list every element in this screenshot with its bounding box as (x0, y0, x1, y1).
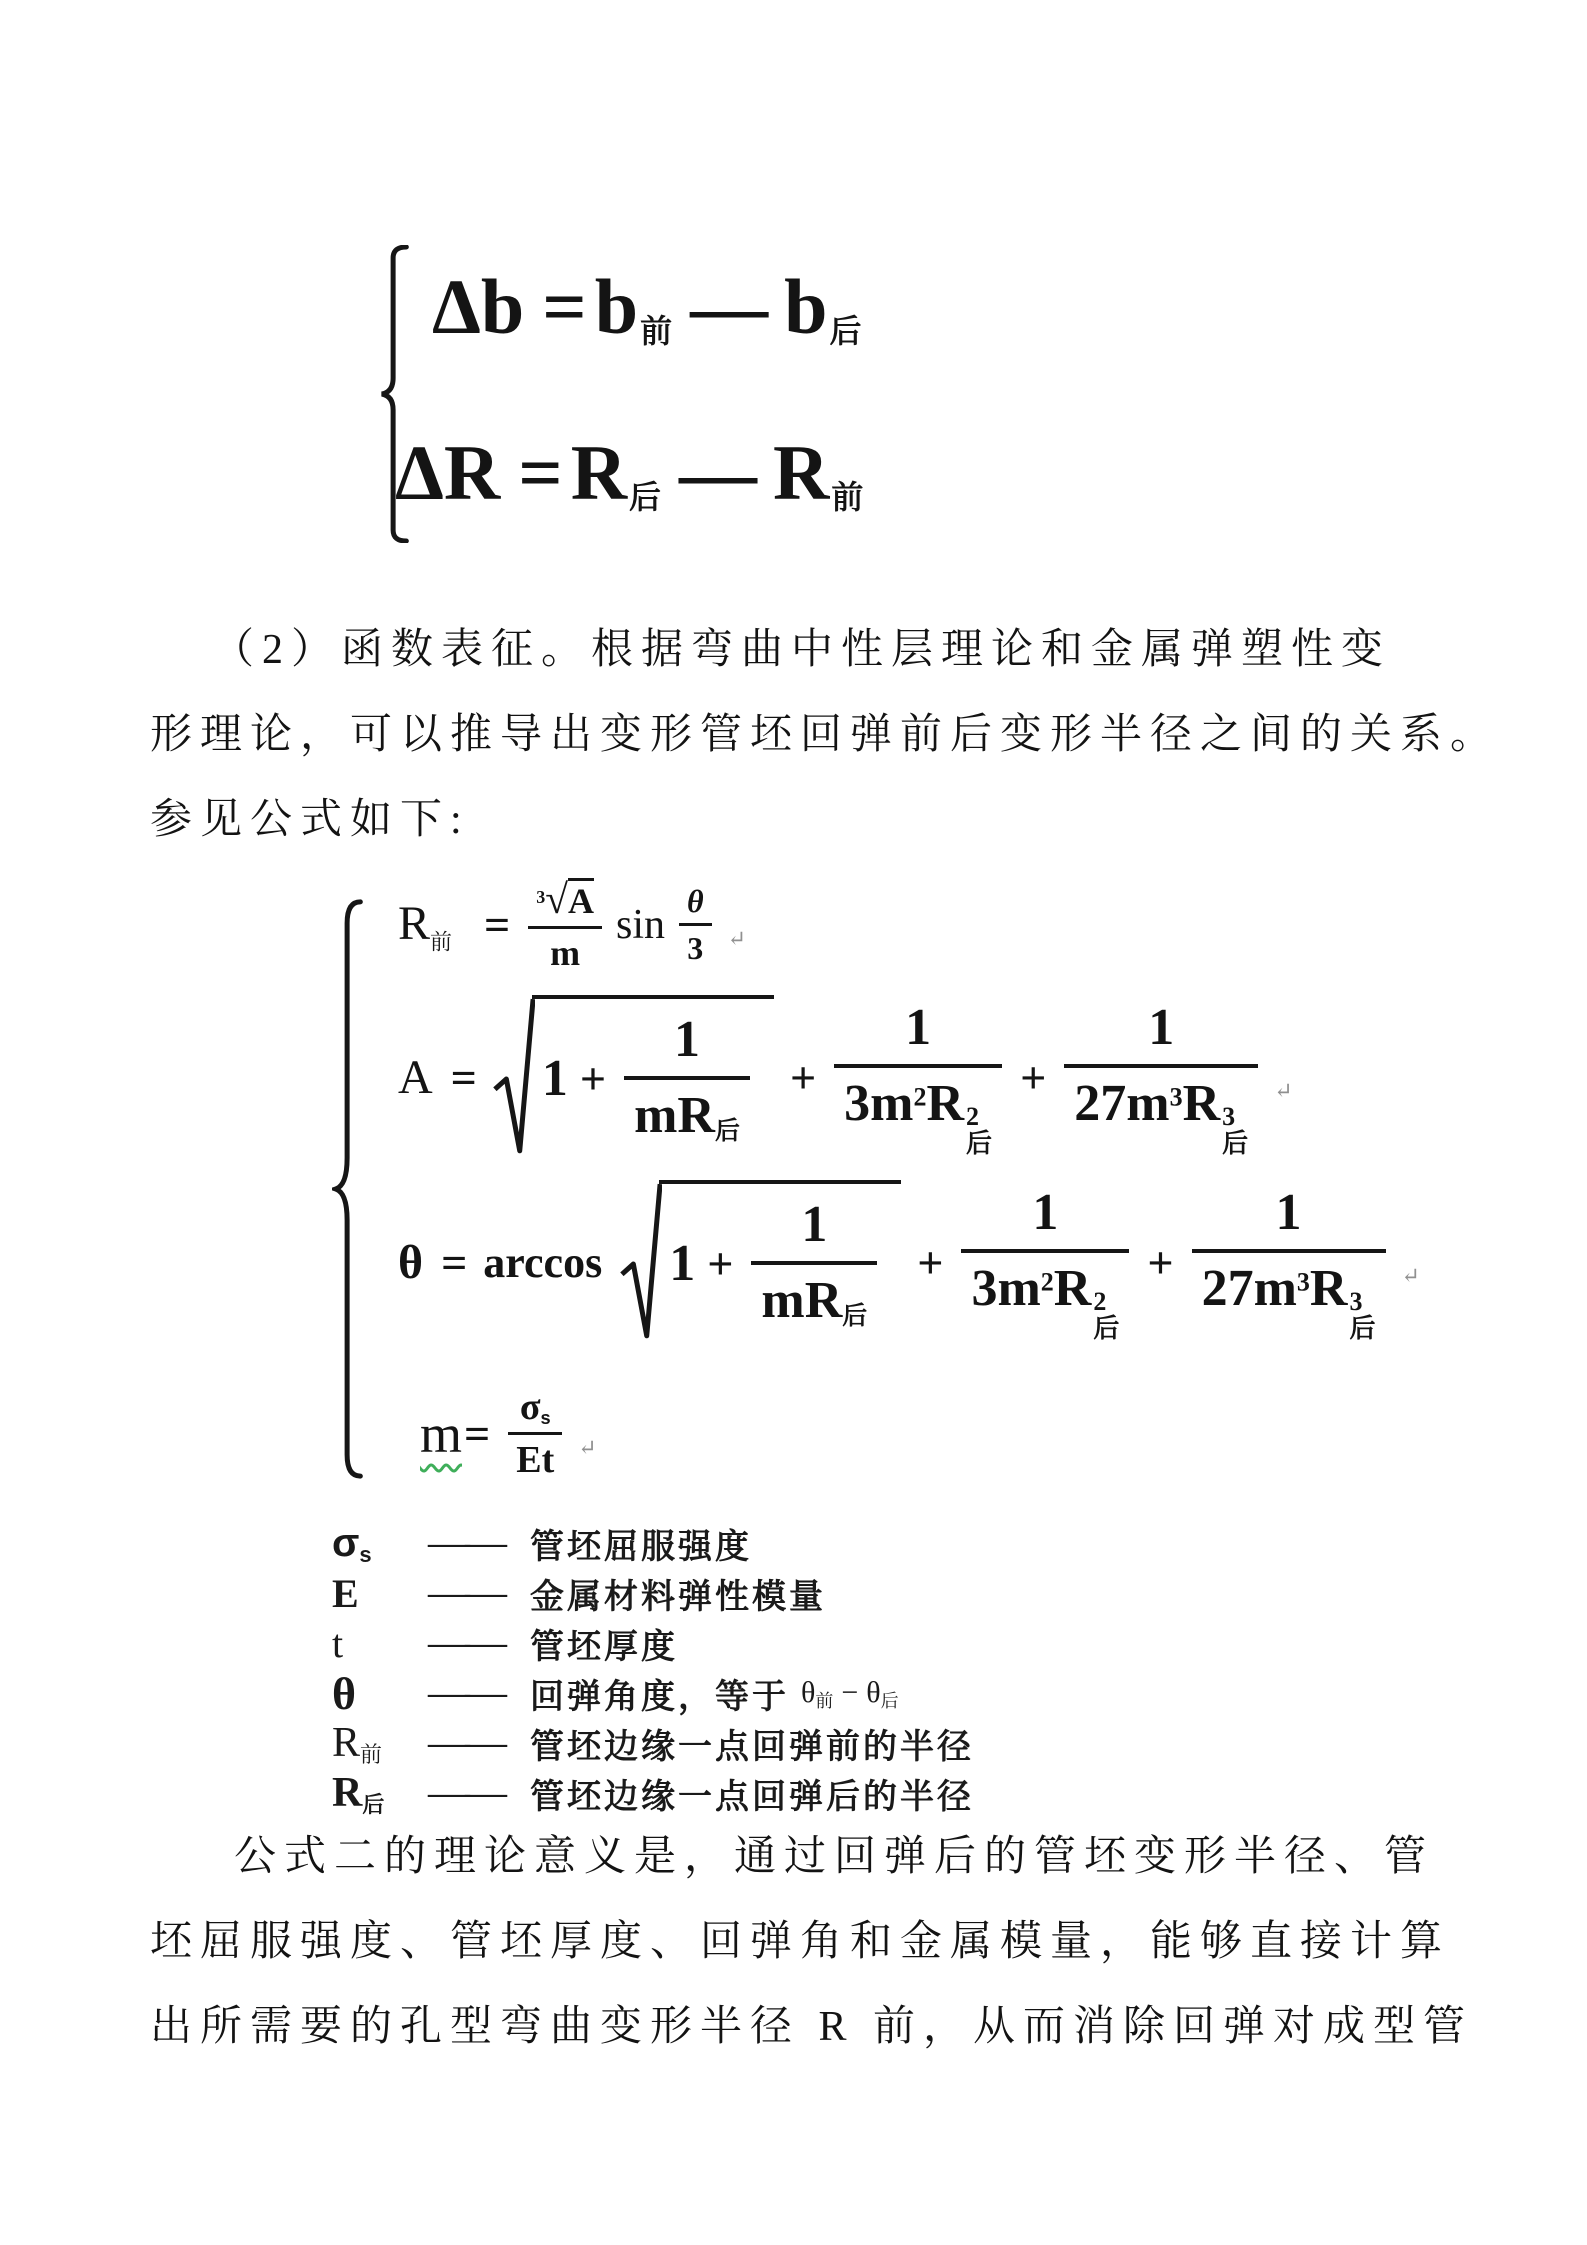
math-token: m (550, 933, 581, 974)
math-token: 1 (624, 1012, 750, 1080)
math-token: mR $_后$ (761, 1272, 868, 1330)
plus-sign: + (789, 1051, 817, 1103)
legend-row-r-front (332, 1718, 974, 1768)
equation-a (398, 995, 1293, 1159)
math-token: ΔR (395, 429, 501, 516)
equation-delta-b (432, 262, 864, 352)
paragraph-line: 参见公式如下: (150, 797, 470, 843)
paragraph-line: 出所需要的孔型弯曲变形半径 R 前，从而消除回弹对成型管 (150, 2004, 1474, 2050)
legend-dash: —— (428, 1720, 502, 1766)
radicand (659, 1180, 901, 1338)
math-token: A (568, 878, 594, 919)
paragraph-line: 坯屈服强度、管坯厚度、回弹角和金属模量，能够直接计算 (150, 1919, 1451, 1965)
fraction (679, 883, 712, 967)
legend-dash: —— (428, 1620, 502, 1666)
math-token: 1 (961, 1185, 1129, 1253)
fraction (508, 1388, 562, 1479)
math-token: θ (679, 885, 712, 926)
math-token: σ $_s$ (508, 1388, 562, 1435)
math-token: 1 (541, 1049, 568, 1107)
equals-sign: = (464, 1408, 491, 1459)
legend-dash: —— (428, 1670, 502, 1716)
legend-row-sigma (332, 1518, 974, 1568)
radical-expression (620, 1180, 901, 1344)
math-token: R (570, 429, 628, 516)
fraction (961, 1183, 1129, 1344)
plus-sign: + (707, 1237, 734, 1289)
subscript: 前 (430, 929, 453, 955)
math-token: $R_前$ (398, 896, 453, 955)
curly-brace-icon (332, 898, 366, 1480)
math-token-spellchecked: m (420, 1403, 463, 1464)
math-token: R $_前$ (332, 1720, 383, 1768)
fraction (751, 1197, 877, 1329)
fraction (1064, 998, 1258, 1159)
symbol-legend (332, 1518, 974, 1818)
sin-function: sin (615, 901, 665, 948)
plus-sign: + (1020, 1051, 1047, 1103)
minus-sign: — (690, 263, 769, 350)
math-token: mR $_后$ (634, 1087, 740, 1145)
math-token: σ $_s$ (332, 1520, 372, 1567)
paragraph-line: 形理论，可以推导出变形管坯回弹前后变形半径之间的关系。 (150, 712, 1501, 758)
math-token: 1 (751, 1197, 877, 1265)
equation-delta-r (395, 428, 865, 518)
closing-paragraph (150, 1815, 1474, 2070)
subscript: 前 (640, 313, 673, 349)
math-token: 3 (687, 930, 704, 967)
legend-description: 管坯边缘一点回弹前的半径 (530, 1727, 974, 1766)
math-token: 3m 2 R 2 后 (844, 1074, 993, 1159)
legend-row-theta (332, 1668, 974, 1718)
math-token: θ (332, 1667, 357, 1719)
math-token: R (773, 429, 830, 516)
equals-sign: = (542, 263, 587, 350)
radical-sign-icon (493, 995, 535, 1159)
math-token: 27m 3 R 3 后 (1074, 1074, 1249, 1159)
plus-sign: + (1147, 1236, 1174, 1288)
legend-row-r-back (332, 1768, 974, 1818)
math-token: 1 (1192, 1185, 1386, 1253)
math-token: A (398, 1050, 433, 1104)
equation-m (420, 1388, 597, 1479)
plus-sign: + (579, 1052, 607, 1104)
math-token: Et (516, 1439, 555, 1481)
root-index: 3 (536, 887, 546, 908)
math-token: 1 (834, 1000, 1002, 1068)
subscript: 前 (831, 479, 864, 515)
subscript: 后 (829, 313, 862, 349)
equation-theta (398, 1180, 1420, 1344)
cube-root (528, 878, 602, 929)
math-token: Δb (432, 263, 525, 350)
equals-sign: = (441, 1236, 468, 1288)
math-token: b (594, 263, 639, 350)
arccos-function: arccos (483, 1237, 603, 1287)
equation-r-front (398, 876, 747, 974)
math-token: 1 (669, 1234, 696, 1292)
legend-description: 管坯边缘一点回弹后的半径 (530, 1777, 974, 1816)
fraction (528, 876, 602, 974)
radical-sign-icon: √ (545, 876, 568, 922)
radical-sign-icon (620, 1180, 662, 1344)
equals-sign: = (450, 1051, 477, 1103)
math-token: E (332, 1570, 359, 1616)
legend-row-e (332, 1568, 974, 1618)
legend-description: 管坯厚度 (530, 1627, 678, 1666)
legend-description: 回弹角度，等于 (530, 1677, 789, 1716)
math-token: b (784, 263, 828, 350)
word-return-mark: ↵ (1401, 1263, 1420, 1288)
math-token: 1 (1064, 1000, 1258, 1068)
word-return-mark: ↵ (727, 925, 747, 951)
legend-description: 管坯屈服强度 (530, 1527, 752, 1566)
fraction (1192, 1183, 1386, 1344)
math-token: 3m 2 R 2 后 (971, 1259, 1120, 1344)
fraction (834, 998, 1002, 1159)
legend-dash: —— (428, 1770, 502, 1816)
legend-description: 金属材料弹性模量 (530, 1577, 826, 1616)
legend-row-t (332, 1618, 974, 1668)
subscript: 后 (629, 479, 662, 515)
paragraph-line: 公式二的理论意义是，通过回弹后的管坯变形半径、管 (234, 1834, 1435, 1880)
fraction (624, 1012, 750, 1144)
math-token: R $_后$ (332, 1770, 385, 1818)
math-token: 27m 3 R 3 后 (1201, 1259, 1376, 1344)
legend-dash: —— (428, 1570, 502, 1616)
theta-difference-expression: θ $_前$ − θ $_后$ (801, 1676, 899, 1712)
plus-sign: + (917, 1236, 944, 1288)
equals-sign: = (518, 429, 563, 516)
radical-expression (493, 995, 774, 1159)
word-return-mark: ↵ (1274, 1078, 1293, 1103)
equals-sign: = (484, 899, 511, 951)
paragraph-line: （2）函数表征。根据弯曲中性层理论和金属弹塑性变 (212, 627, 1392, 673)
math-token: t (332, 1620, 344, 1666)
intro-paragraph (150, 608, 1501, 863)
radicand (532, 995, 774, 1153)
math-token: θ (398, 1235, 424, 1289)
minus-sign: — (679, 429, 758, 516)
legend-dash: —— (428, 1520, 502, 1566)
word-return-mark: ↵ (578, 1434, 597, 1460)
